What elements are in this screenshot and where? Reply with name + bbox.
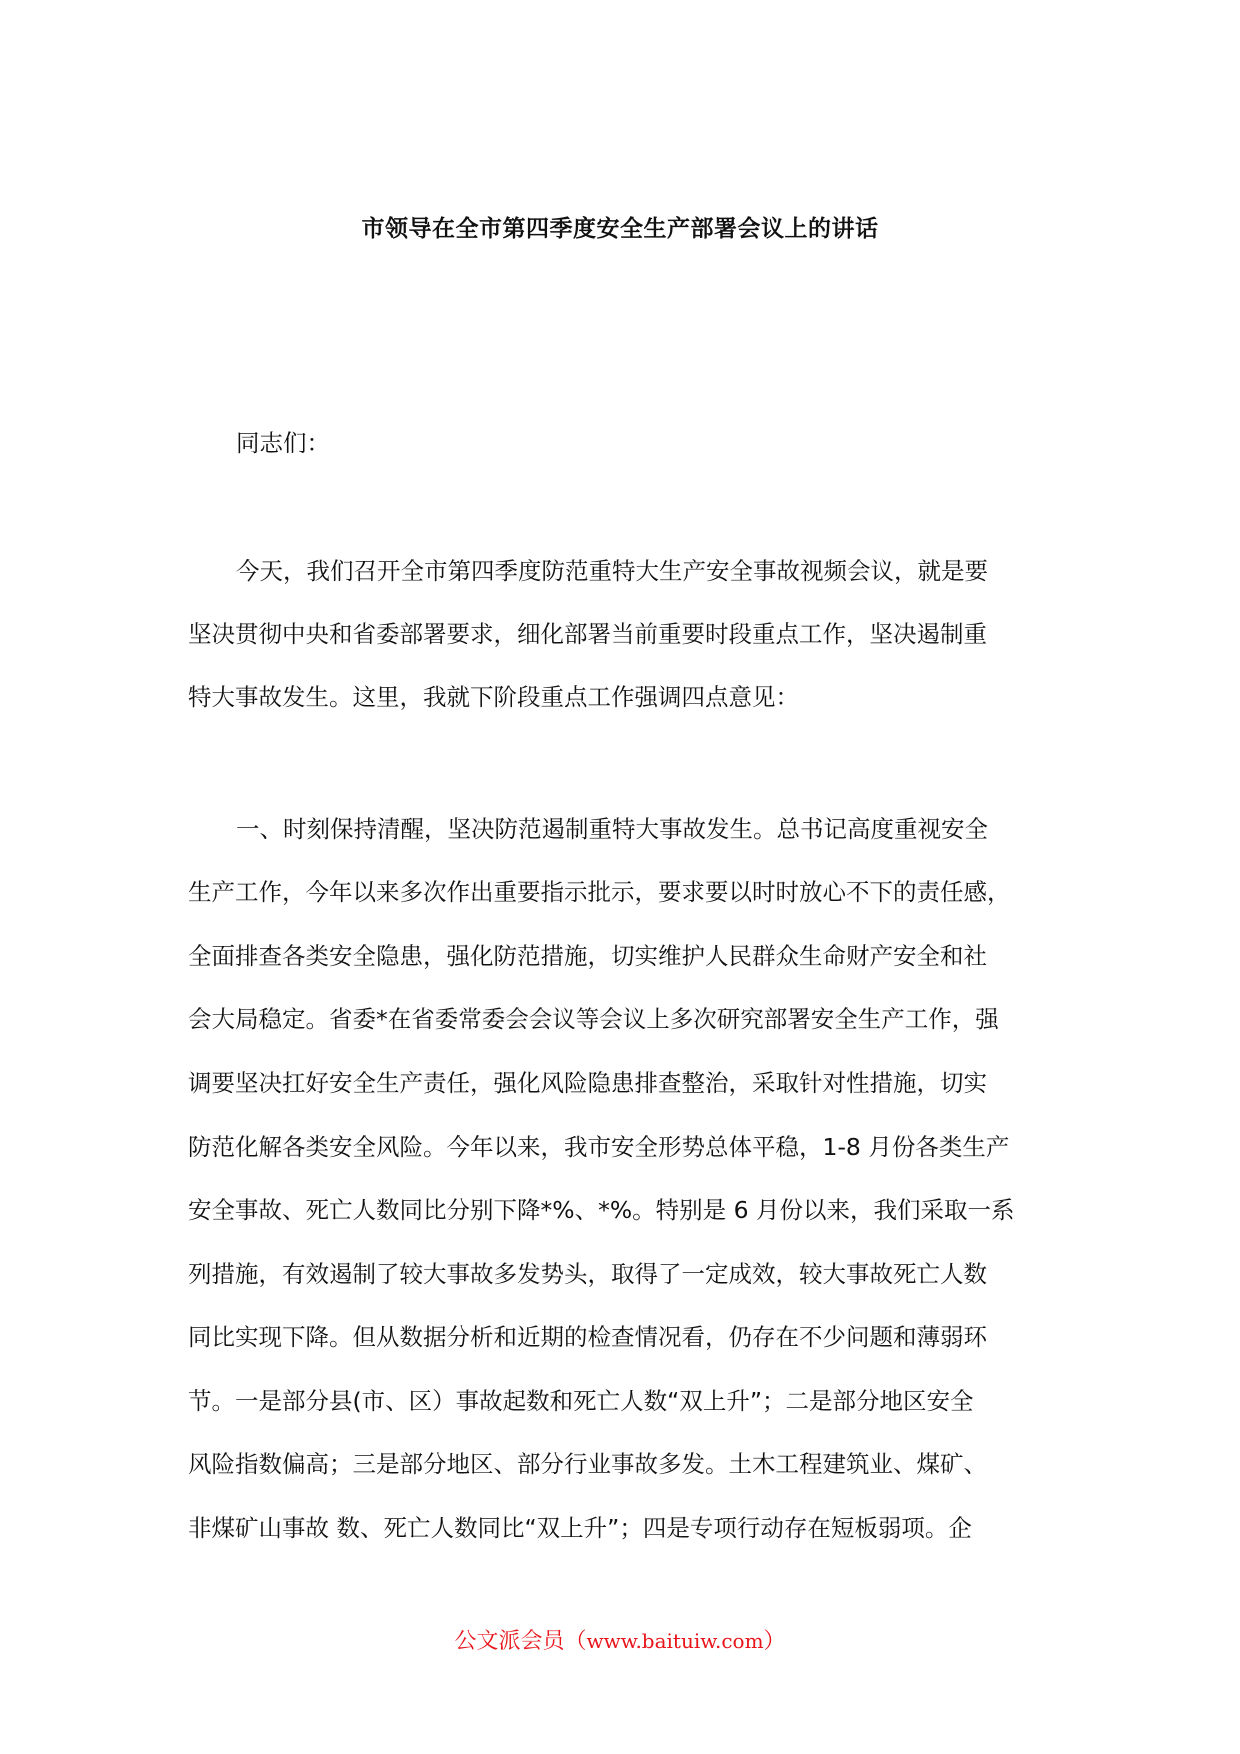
footer-url-link[interactable]: www.baituiw.com	[586, 1629, 764, 1653]
paragraph-line: 风险指数偏高；三是部分地区、部分行业事故多发。土木工程建筑业、煤矿、	[188, 1450, 987, 1478]
paragraph-line: 全面排查各类安全隐患，强化防范措施，切实维护人民群众生命财产安全和社	[188, 942, 987, 970]
paragraph-line: 今天，我们召开全市第四季度防范重特大生产安全事故视频会议，就是要	[236, 557, 988, 585]
paragraph-line: 特大事故发生。这里，我就下阶段重点工作强调四点意见：	[188, 683, 799, 711]
paragraph-line: 节。一是部分县(市、区）事故起数和死亡人数“双上升”；二是部分地区安全	[188, 1387, 974, 1415]
salutation: 同志们：	[236, 429, 330, 457]
paragraph-line: 安全事故、死亡人数同比分别下降*%、*%。特别是 6 月份以来，我们采取一系	[188, 1196, 1015, 1224]
paragraph-line: 同比实现下降。但从数据分析和近期的检查情况看，仍存在不少问题和薄弱环	[188, 1323, 987, 1351]
footer-brand: 公文派会员（	[454, 1629, 587, 1654]
paragraph-line: 防范化解各类安全风险。今年以来，我市安全形势总体平稳，1-8 月份各类生产	[188, 1133, 1010, 1161]
footer-close: ）	[763, 1629, 786, 1654]
paragraph-line: 调要坚决扛好安全生产责任，强化风险隐患排查整治，采取针对性措施，切实	[188, 1069, 987, 1097]
paragraph-line: 列措施，有效遏制了较大事故多发势头，取得了一定成效，较大事故死亡人数	[188, 1260, 987, 1288]
paragraph-line: 会大局稳定。省委*在省委常委会会议等会议上多次研究部署安全生产工作，强	[188, 1005, 999, 1033]
paragraph-line: 生产工作，今年以来多次作出重要指示批示，要求要以时时放心不下的责任感，	[188, 878, 1011, 906]
paragraph-line: 一、时刻保持清醒，坚决防范遏制重特大事故发生。总书记高度重视安全	[236, 815, 988, 843]
footer-watermark	[0, 1626, 1240, 1657]
paragraph-line: 坚决贯彻中央和省委部署要求，细化部署当前重要时段重点工作，坚决遏制重	[188, 620, 987, 648]
paragraph-line: 非煤矿山事故 数、死亡人数同比“双上升”；四是专项行动存在短板弱项。企	[188, 1514, 972, 1542]
document-title: 市领导在全市第四季度安全生产部署会议上的讲话	[361, 216, 879, 242]
